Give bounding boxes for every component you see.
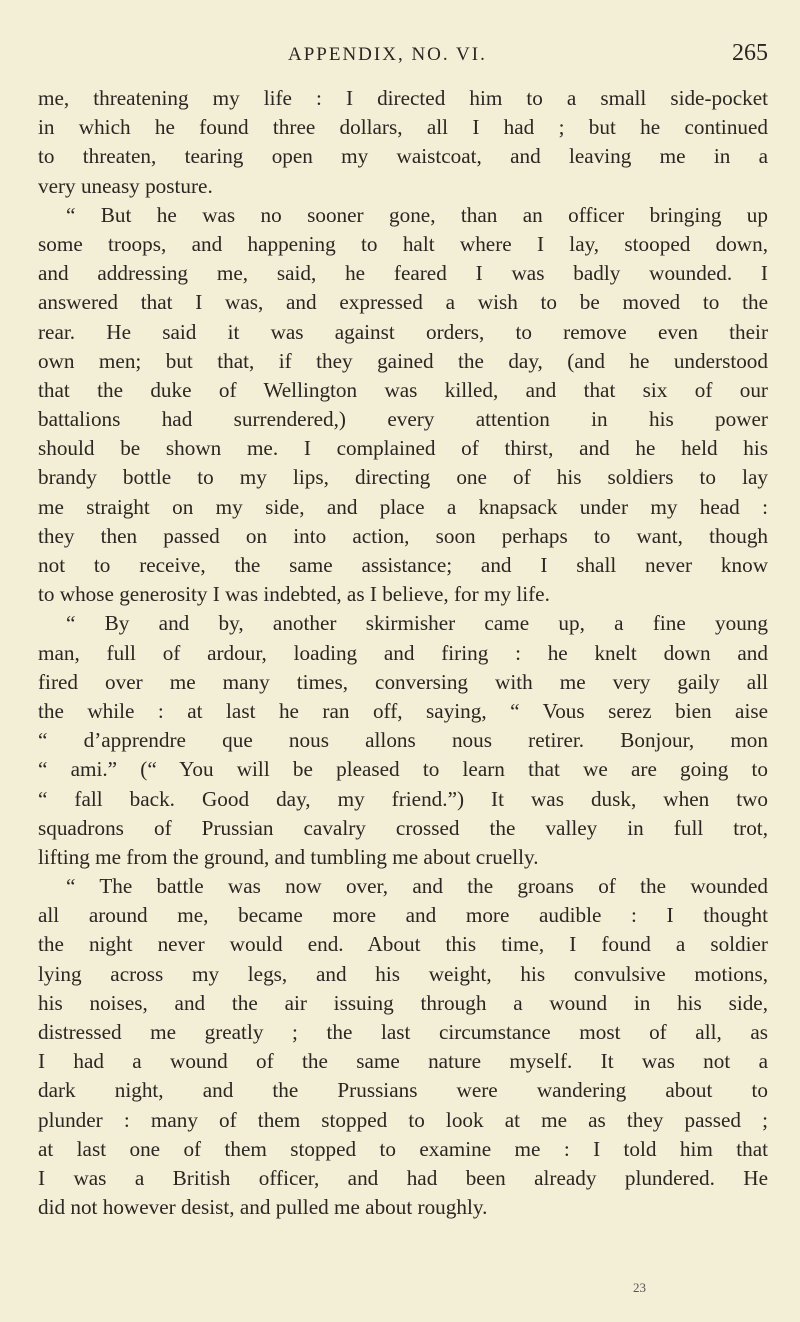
page-header [38, 40, 768, 74]
text-line: his noises, and the air issuing through a wound in his side, [38, 990, 768, 1015]
text-line: me, threatening my life : I directed him to a small side-pocket [38, 86, 768, 110]
book-page [38, 0, 768, 1322]
text-line: that the duke of Wellington was killed, and that six of our [38, 377, 768, 402]
text-line: own men; but that, if they gained the day, (and he understood [38, 348, 768, 373]
text-line: answered that I was, and expressed a wish to be moved to the [38, 290, 768, 315]
text-line: “ But he was no sooner gone, than an officer bringing up [66, 202, 768, 227]
text-line: not to receive, the same assistance; and I shall never know [38, 553, 768, 577]
text-line: lifting me from the ground, and tumbling me about cruelly. [38, 844, 539, 869]
text-line: distressed me greatly ; the last circumstance most of all, as [38, 1020, 768, 1044]
text-line: I had a wound of the same nature myself. It was not a [38, 1049, 768, 1074]
text-line: some troops, and happening to halt where I lay, stooped down, [38, 231, 768, 256]
text-line: “ ami.” (“ You will be pleased to learn that we are going to [38, 757, 768, 782]
text-line: “ d’apprendre que nous allons nous retirer. Bonjour, mon [38, 728, 768, 753]
text-line: plunder : many of them stopped to look at me as they passed ; [38, 1107, 768, 1132]
text-line: dark night, and the Prussians were wandering about to [38, 1078, 768, 1103]
text-line: brandy bottle to my lips, directing one of his soldiers to lay [38, 465, 768, 490]
text-line: in which he found three dollars, all I had ; but he continued [38, 115, 768, 140]
signature-mark: 23 [633, 1280, 646, 1295]
text-line: lying across my legs, and his weight, his convulsive motions, [38, 961, 768, 986]
text-line: the while : at last he ran off, saying, “ Vous serez bien aise [38, 698, 768, 723]
text-line: fired over me many times, conversing with me very gaily all [38, 669, 768, 694]
text-line: to whose generosity I was indebted, as I believe, for my life. [38, 582, 550, 607]
text-line: the night never would end. About this time, I found a soldier [38, 932, 768, 957]
text-line: to threaten, tearing open my waistcoat, and leaving me in a [38, 144, 768, 169]
text-line: and addressing me, said, he feared I was badly wounded. I [38, 261, 768, 286]
text-line: rear. He said it was against orders, to remove even their [38, 319, 768, 344]
text-line: very uneasy posture. [38, 173, 213, 198]
text-line: all around me, became more and more audible : I thought [38, 903, 768, 928]
text-line: “ By and by, another skirmisher came up, a fine young [66, 611, 768, 636]
text-line: “ fall back. Good day, my friend.”) It was dusk, when two [38, 786, 768, 811]
text-line: at last one of them stopped to examine me : I told him that [38, 1136, 768, 1161]
running-head: APPENDIX, NO. VI. [288, 44, 487, 65]
text-line: me straight on my side, and place a knapsack under my head : [38, 494, 768, 519]
text-line: battalions had surrendered,) every attention in his power [38, 407, 768, 432]
text-line: squadrons of Prussian cavalry crossed the valley in full trot, [38, 815, 768, 840]
body-text [38, 84, 768, 1222]
text-line: “ The battle was now over, and the groans of the wounded [66, 874, 768, 899]
text-line: they then passed on into action, soon perhaps to want, though [38, 523, 768, 548]
text-line: man, full of ardour, loading and firing : he knelt down and [38, 640, 768, 665]
text-line: did not however desist, and pulled me about roughly. [38, 1195, 488, 1220]
text-line: I was a British officer, and had been already plundered. He [38, 1165, 768, 1190]
page-number: 265 [732, 40, 768, 66]
text-line: should be shown me. I complained of thirst, and he held his [38, 436, 768, 461]
